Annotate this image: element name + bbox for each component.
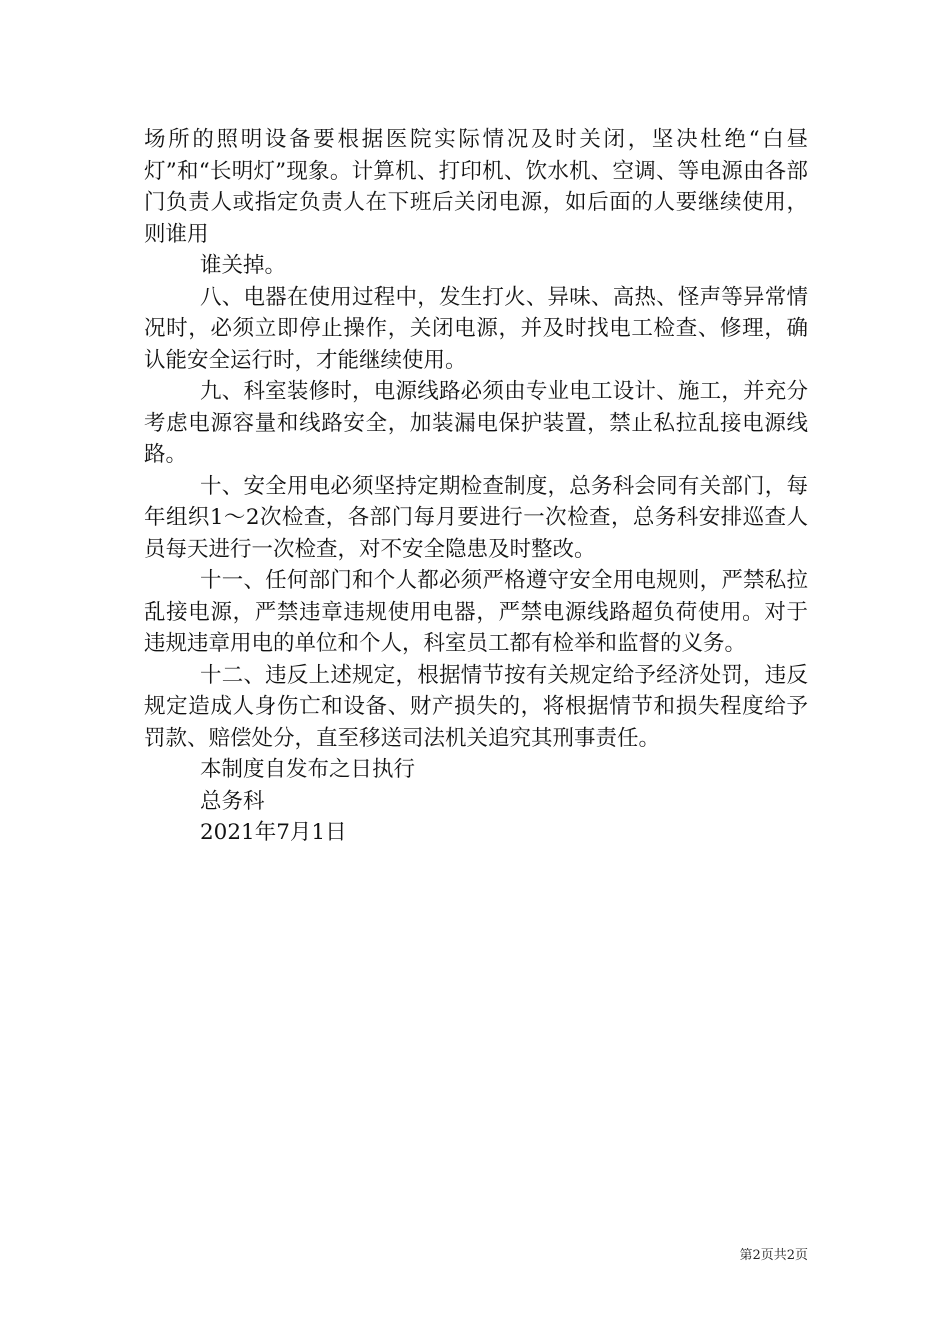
closing-effective: 本制度自发布之日执行: [200, 757, 416, 782]
paragraph-article-9: 九、科室装修时，电源线路必须由专业电工设计、施工，并充分考虑电源容量和线路安全，加装漏电保护装置，禁止私拉乱接电源线路。: [144, 379, 808, 467]
paragraph-article-8: 八、电器在使用过程中，发生打火、异味、高热、怪声等异常情况时，必须立即停止操作，关闭电源，并及时找电工检查、修理，确认能安全运行时，才能继续使用。: [144, 284, 808, 373]
closing-department: 总务科: [200, 788, 265, 814]
paragraph-article-12: 十二、违反上述规定，根据情节按有关规定给予经济处罚，违反规定造成人身伤亡和设备、财产损失的，将根据情节和损失程度给予罚款、赔偿处分，直至移送司法机关追究其刑事责任。: [144, 662, 808, 751]
closing-date: 2021年7月1日: [200, 820, 347, 845]
paragraph-article-11: 十一、任何部门和个人都必须严格遵守安全用电规则，严禁私拉乱接电源，严禁违章违规使用电器，严禁电源线路超负荷使用。对于违规违章用电的单位和个人，科室员工都有检举和监督的义务。: [144, 568, 808, 656]
page-number: 第2页共2页: [739, 1248, 808, 1263]
document-body: [144, 124, 808, 849]
paragraph-article-10: 十、安全用电必须坚持定期检查制度，总务科会同有关部门，每年组织1～2次检查，各部门每月要进行一次检查，总务科安排巡查人员每天进行一次检查，对不安全隐患及时整改。: [144, 473, 808, 562]
paragraph-lighting-continued: 谁关掉。: [200, 253, 287, 278]
paragraph-lighting: 场所的照明设备要根据医院实际情况及时关闭，坚决杜绝“白昼灯”和“长明灯”现象。计算机、打印机、饮水机、空调、等电源由各部门负责人或指定负责人在下班后关闭电源，如后面的人要继续使用，则谁用: [144, 127, 808, 247]
